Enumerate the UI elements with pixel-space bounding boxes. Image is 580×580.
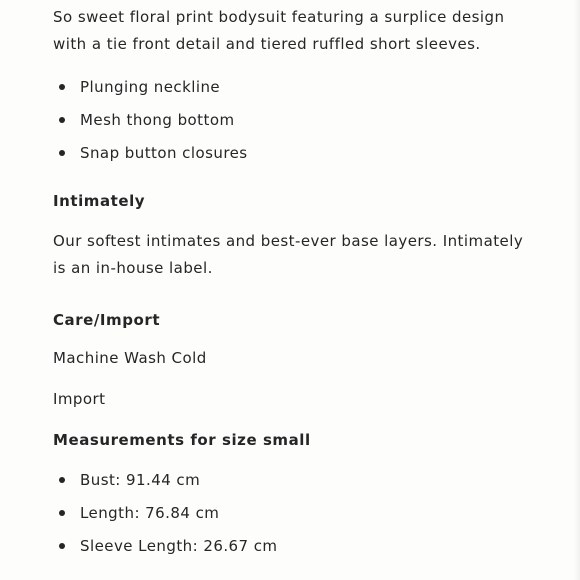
bullet-icon [59, 117, 65, 123]
measurement-text: Length: 76.84 cm [80, 504, 220, 522]
list-item [53, 141, 533, 174]
list-item [53, 534, 533, 567]
product-description [53, 4, 533, 567]
list-item [53, 468, 533, 501]
feature-text: Mesh thong bottom [80, 111, 235, 129]
feature-text: Plunging neckline [80, 78, 221, 96]
import-note: Import [53, 390, 106, 408]
bullet-icon [59, 84, 65, 90]
feature-text: Snap button closures [80, 144, 248, 162]
care-instruction: Machine Wash Cold [53, 349, 207, 367]
edge-shadow [574, 0, 580, 580]
list-item [53, 501, 533, 534]
measurements-list [53, 468, 533, 567]
bullet-icon [59, 477, 65, 483]
feature-list [53, 75, 533, 174]
measurements-heading: Measurements for size small [53, 431, 311, 449]
measurement-text: Bust: 91.44 cm [80, 471, 201, 489]
list-item [53, 75, 533, 108]
brand-heading: Intimately [53, 192, 146, 210]
measurement-text: Sleeve Length: 26.67 cm [80, 537, 278, 555]
bullet-icon [59, 150, 65, 156]
brand-text: Our softest intimates and best-ever base layers. Intimately is an in-house label. [53, 232, 524, 277]
bullet-icon [59, 510, 65, 516]
list-item [53, 108, 533, 141]
description-intro: So sweet floral print bodysuit featuring a surplice design with a tie front detail and tiered ruffled short sleeves. [53, 8, 505, 53]
care-heading: Care/Import [53, 311, 161, 329]
bullet-icon [59, 543, 65, 549]
